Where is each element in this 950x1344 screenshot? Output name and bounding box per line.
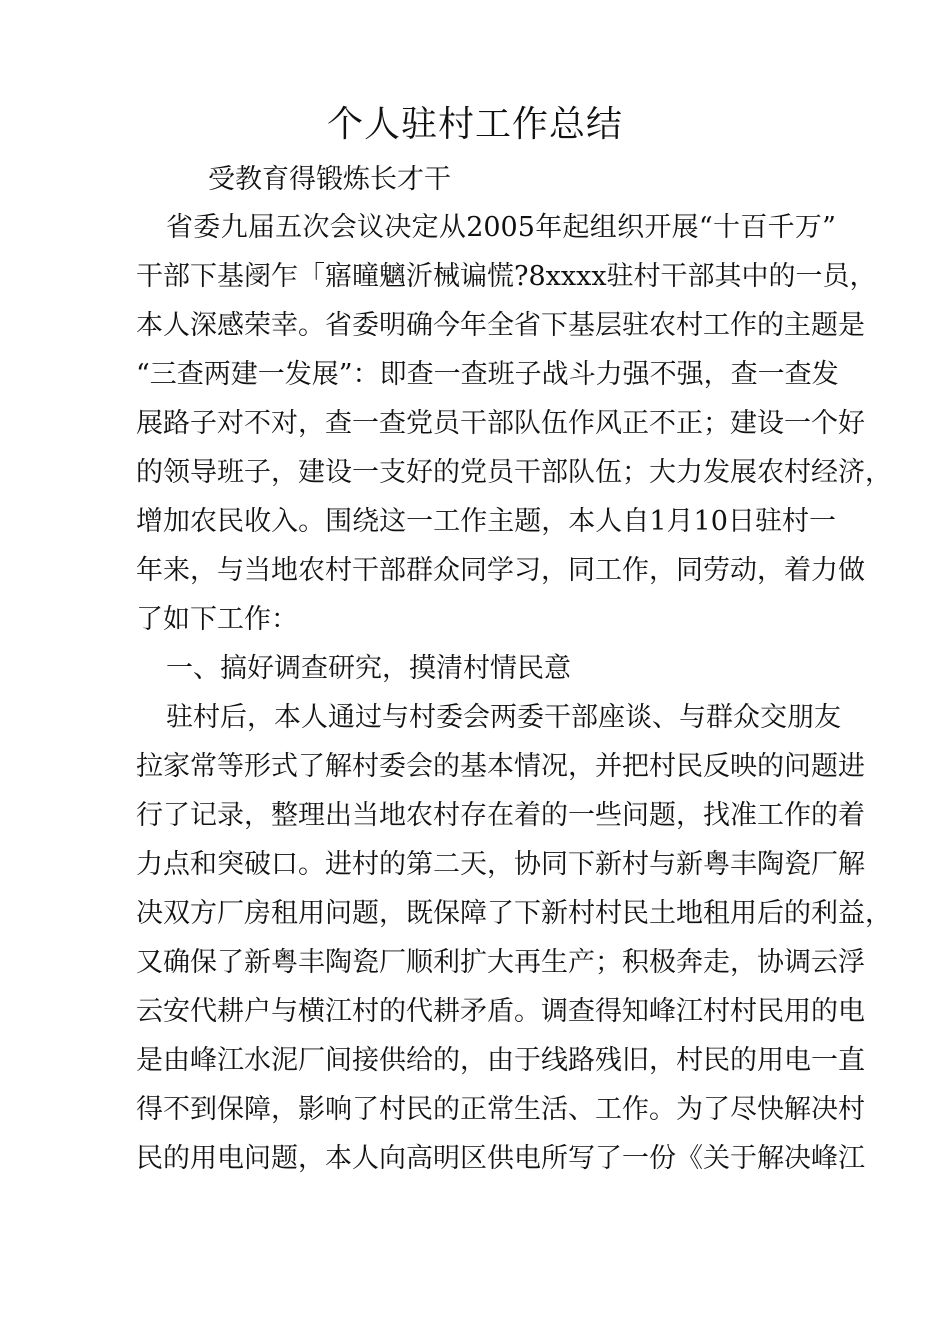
text-line: 驻村后，本人通过与村委会两委干部座谈、与群众交朋友: [166, 702, 841, 733]
text-line: 云安代耕户与横江村的代耕矛盾。调查得知峰江村村民用的电: [136, 996, 865, 1027]
text-line: 了如下工作：: [136, 604, 298, 635]
text-line: 本人深感荣幸。省委明确今年全省下基层驻农村工作的主题是: [136, 310, 865, 341]
text-line: 增加农民收入。围绕这一工作主题，本人自1月10日驻村一: [136, 506, 836, 537]
text-line: 又确保了新粤丰陶瓷厂顺利扩大再生产；积极奔走，协调云浮: [136, 947, 865, 978]
text-line: 决双方厂房租用问题，既保障了下新村村民土地租用后的利益，: [136, 898, 892, 929]
text-line: 年来，与当地农村干部群众同学习，同工作，同劳动，着力做: [136, 555, 865, 586]
section-heading: 一、搞好调查研究，摸清村情民意: [166, 653, 571, 684]
text-line: 省委九届五次会议决定从2005年起组织开展“十百千万”: [166, 212, 836, 243]
text-line: 民的用电问题，本人向高明区供电所写了一份《关于解决峰江: [136, 1143, 865, 1174]
text-line: 行了记录，整理出当地农村存在着的一些问题，找准工作的着: [136, 800, 865, 831]
text-line: 展路子对不对，查一查党员干部队伍作风正不正；建设一个好: [136, 408, 865, 439]
text-line: 力点和突破口。进村的第二天，协同下新村与新粤丰陶瓷厂解: [136, 849, 865, 880]
document-title: 个人驻村工作总结: [326, 104, 623, 145]
text-line: “三查两建一发展”：即查一查班子战斗力强不强，查一查发: [136, 359, 839, 390]
text-line: 干部下基阌乍「寤曈魑沂械谝慌?8xxxx驻村干部其中的一员，: [136, 261, 877, 292]
document-subtitle: 受教育得锻炼长才干: [208, 164, 451, 195]
text-line: 的领导班子，建设一支好的党员干部队伍；大力发展农村经济，: [136, 457, 892, 488]
text-line: 得不到保障，影响了村民的正常生活、工作。为了尽快解决村: [136, 1094, 865, 1125]
text-line: 拉家常等形式了解村委会的基本情况，并把村民反映的问题进: [136, 751, 865, 782]
text-line: 是由峰江水泥厂间接供给的，由于线路残旧，村民的用电一直: [136, 1045, 865, 1076]
